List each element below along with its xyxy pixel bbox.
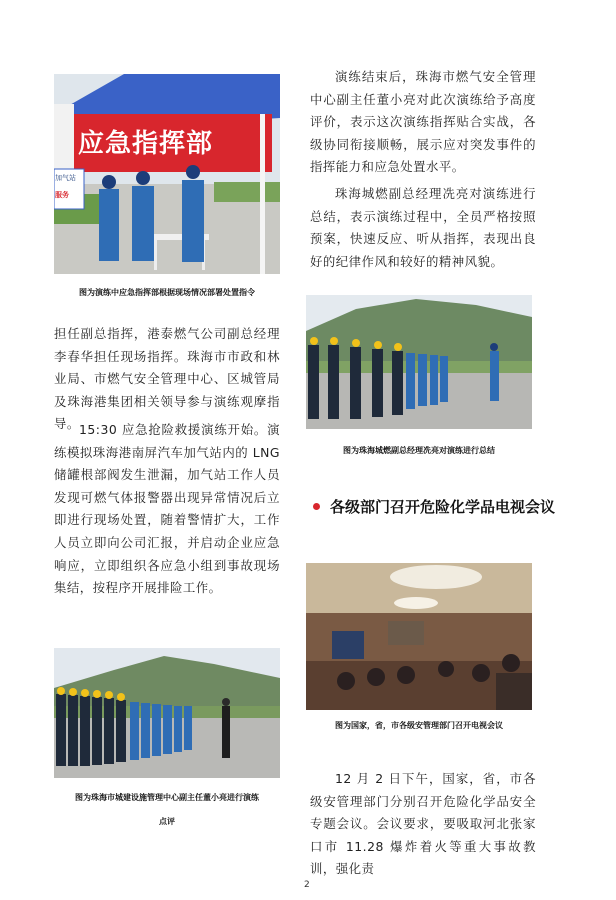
photo-caption-review-1: 图为珠海市城建设施管理中心副主任董小亮进行演练 xyxy=(75,793,259,802)
photo-caption-conference: 图为国家，省，市各级安管理部门召开电视会议 xyxy=(335,721,503,730)
left-paragraph-2: 15:30 应急抢险救援演练开始。演练模拟珠海港南屏汽车加气站内的 LNG 储罐根部阀发生泄漏，加气站工作人员发现可燃气体报警器出现异常情况后立即进行现场处置，随着警情扩大，工作人员立即向公司汇报，并启动企业应急响应，立即组织各应急小组到事故现场集结，按程序开展排险工作。 xyxy=(54,422,280,596)
right-paragraph-2: 珠海城燃副总经理冼亮对演练进行总结，表示演练过程中，全员严格按照预案，快速反应、听从指挥，表现出良好的纪律作风和较好的精神风貌。 xyxy=(310,186,536,269)
section-heading-text: 各级部门召开危险化学品电视会议 xyxy=(330,498,556,516)
page-number: 2 xyxy=(304,880,310,890)
drill-review-photo xyxy=(54,648,280,778)
right-paragraph-3: 12 月 2 日下午，国家，省，市各级安管理部门分别召开危险化学品安全专题会议。会议要求，要吸取河北张家口市 11.28 爆炸着火等重大事故教训，强化责 xyxy=(310,771,536,877)
red-bullet-icon xyxy=(313,503,320,510)
photo-caption-command: 图为演练中应急指挥部根据现场情况部署处置指令 xyxy=(79,288,255,297)
station-sign-text: 加气站 xyxy=(55,174,76,182)
left-paragraph-1: 担任副总指挥，港泰燃气公司副总经理李春华担任现场指挥。珠海市市政和林业局、市燃气安全管理中心、区城管局及珠海港集团相关领导参与演练观摩指导。 xyxy=(54,326,280,432)
service-sign-text: 服务 xyxy=(55,191,69,199)
photo-caption-review-2: 点评 xyxy=(159,817,175,826)
photo-caption-summary: 图为珠海城燃副总经理冼亮对演练进行总结 xyxy=(343,446,495,455)
tv-conference-photo xyxy=(306,563,532,710)
tent-sign: 应急指挥部 xyxy=(78,129,214,159)
drill-summary-photo xyxy=(306,295,532,429)
command-tent-photo xyxy=(54,74,280,274)
right-paragraph-1: 演练结束后，珠海市燃气安全管理中心副主任董小亮对此次演练给予高度评价，表示这次演练指挥贴合实战，各级协同衔接顺畅，展示应对突发事件的指挥能力和应急处置水平。 xyxy=(310,69,536,175)
section-heading xyxy=(313,496,555,517)
